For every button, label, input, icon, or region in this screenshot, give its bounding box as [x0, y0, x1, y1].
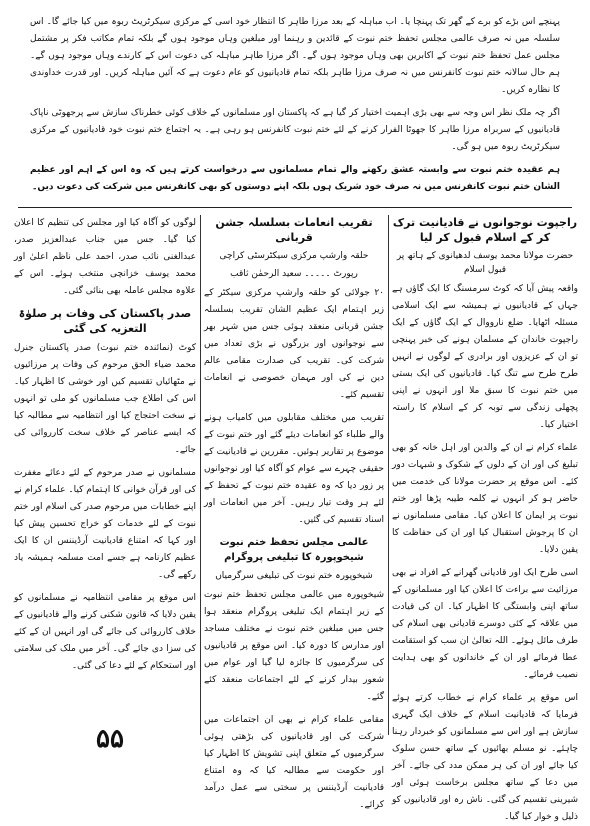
- middle-article-2: [204, 535, 384, 814]
- middle-article-1-heading: تقریب انعامات بسلسلہ جشن قربانی: [215, 216, 373, 244]
- right-column: [392, 215, 578, 822]
- middle-article-1: [204, 215, 384, 529]
- column-divider-left: [200, 215, 201, 735]
- middle-article-1-paragraph-1: ۲۰ جولائی کو حلقہ وارشپ مرکزی سیکٹر کے زیر اہتمام ایک عظیم الشان تقریب بسلسلہ جشن قربانی منعقد ہوئی جس میں شہر بھر سے نوجوانوں اور بزرگوں نے بڑی تعداد میں شرکت کی۔ تقریب کی صدارت مقامی عالم دین نے کی اور مہمان خصوصی نے انعامات تقسیم کئے۔: [204, 288, 384, 400]
- left-paragraph-2: مسلمانوں نے صدر مرحوم کے لئے دعائے مغفرت کی اور قرآن خوانی کا اہتمام کیا۔ علماء کرام نے اپنے خطابات میں مرحوم صدر کی اسلام اور ختم نبوت کے لئے خدمات کو خراج تحسین پیش کیا اور کہا کہ امتناع قادیانیت آرڈیننس ان کا ایک عظیم کارنامہ ہے جسے امت مسلمہ ہمیشہ یاد رکھے گی۔: [14, 468, 196, 580]
- left-intro-paragraph: لوگوں کو آگاہ کیا اور مجلس کی تنظیم کا اعلان کیا گیا۔ جس میں جناب عبدالعزیز صدر، عبدالغنی نائب صدر، احمد علی ناظم اعلیٰ اور محمد یوسف خزانچی منتخب ہوئے۔ اس کے علاوہ مجلس عاملہ بھی بنائی گئی۔: [14, 218, 196, 296]
- top-article: [30, 14, 560, 202]
- left-column-heading: صدر پاکستان کی وفات پر صلوٰۃ التعزیہ کی گئی: [18, 307, 192, 335]
- page-number: ۵۵: [96, 724, 124, 754]
- right-paragraph-3: اسی طرح ایک اور قادیانی گھرانے کے افراد نے بھی مرزائیت سے براءت کا اعلان کیا اور مسلمانوں کے ساتھ اپنی وابستگی کا اظہار کیا۔ ان کی قیادت میں علاقہ کے کئی دوسرے قادیانی بھی اسلام کی طرف مائل ہوئے۔ اللہ تعالیٰ ان سب کو استقامت عطا فرمائے اور ان کے خاندانوں کو بھی ہدایت نصیب فرمائے۔: [392, 568, 578, 680]
- middle-article-1-subheading: حلقہ وارشپ مرکزی سیکٹرسٹی کراچی: [219, 251, 369, 261]
- left-paragraph-1: کوٹ (نمائندہ ختم نبوت) صدر پاکستان جنرل محمد ضیاء الحق مرحوم کی وفات پر مرزائیوں نے مٹھائیاں تقسیم کیں اور خوشی کا اظہار کیا۔ اس کی اطلاع جب مسلمانوں کو ملی تو انہوں نے سخت احتجاج کیا اور انتظامیہ سے مطالبہ کیا کہ ایسے عناصر کے خلاف سخت کارروائی کی جائے۔: [14, 343, 196, 455]
- top-paragraph-1: پہنچے اس بڑے کو برے کے گھر تک پہنچا یا۔ اب مباہلہ کے بعد مرزا طاہر کا انتظار خود اسی کے مرکزی سیکرٹریٹ ربوہ میں کیا جائے گا۔ اس سلسلہ میں نہ صرف عالمی مجلس تحفظ ختم نبوت کے قائدین و رہنما اور مبلغین وہاں موجود ہوں گے بلکہ تمام مکاتب فکر پر مشتمل مجلس عمل تحفظ ختم نبوت کے اکابرین بھی وہاں موجود ہوں گے۔ اگر مرزا طاہر مباہلہ کی دعوت اس کے کارندے وہاں موجود ہوں گے۔ ہم حال سالانہ ختم نبوت کانفرنس میں نہ صرف مرزا طاہر بلکہ تمام قادیانیوں کو عام دعوت ہے کہ آئیں مباہلہ کریں۔ اور قدرت خداوندی کا نظارہ کریں۔: [30, 17, 560, 95]
- middle-article-1-paragraph-2: تقریب میں مختلف مقابلوں میں کامیاب ہونے والے طلباء کو انعامات دیئے گئے اور ختم نبوت کے موضوع پر تقاریر ہوئیں۔ مقررین نے قادیانیت کے حقیقی چہرے سے عوام کو آگاہ کیا اور نوجوانوں پر زور دیا کہ وہ عقیدہ ختم نبوت کے تحفظ کے لئے ہر وقت تیار رہیں۔ آخر میں انعامات اور اسناد تقسیم کی گئیں۔: [204, 413, 384, 525]
- right-paragraph-1: واقعہ پیش آیا کہ کوٹ سرمسنگ کا ایک گاؤں ہے جہاں کے قادیانیوں نے ہمیشہ سے ایک اسلامی مسئلہ اٹھایا۔ ضلع نارووال کے ایک گاؤں کے ایک راجپوت خاندان کے مسلمان ہونے کی خبر پہنچی تو ان کے عزیزوں اور برادری کے لوگوں نے انہیں طرح طرح سے تنگ کیا۔ قادیانیوں کی ایک بستی میں ختم نبوت کا سبق ملا اور انہوں نے اپنی پچھلی زندگی سے توبہ کر کے اسلام کا راستہ اختیار کیا۔: [392, 284, 578, 430]
- middle-article-2-paragraph-2: مقامی علماء کرام نے بھی ان اجتماعات میں شرکت کی اور قادیانیوں کی بڑھتی ہوئی سرگرمیوں کے متعلق اپنی تشویش کا اظہار کیا اور حکومت سے مطالبہ کیا کہ وہ امتناع قادیانیت آرڈیننس پر سختی سے عمل درآمد کرائے۔: [204, 715, 384, 810]
- top-paragraph-3: ہم عقیدہ ختم نبوت سے وابستہ عشق رکھنے والے تمام مسلمانوں سے درخواست کرتے ہیں کہ وہ اس کے اہم اور عظیم الشان ختم نبوت کانفرنس میں نہ صرف خود شریک ہوں بلکہ اپنے دوستوں کو بھی کانفرنس میں شرکت کی دعوت دیں۔: [30, 165, 560, 192]
- right-column-subheading: حضرت مولانا محمد یوسف لدھیانوی کے ہاتھ پر قبول اسلام: [396, 251, 574, 275]
- right-column-heading: راجپوت نوجوانوں نے قادیانیت ترک کر کے اسلام قبول کر لیا: [392, 216, 578, 244]
- horizontal-divider: [18, 207, 572, 208]
- column-divider-right: [388, 215, 389, 735]
- middle-article-1-byline: رپورٹ ۔۔۔۔۔ سعید الرحمٰن ثاقب: [230, 269, 358, 279]
- middle-article-2-heading: عالمی مجلس تحفظ ختم نبوت شیخوپورہ کا تبلیغی پروگرام: [219, 537, 369, 563]
- left-column: [14, 215, 196, 720]
- middle-article-2-paragraph-1: شیخوپورہ میں عالمی مجلس تحفظ ختم نبوت کے زیر اہتمام ایک تبلیغی پروگرام منعقد ہوا جس میں مبلغین ختم نبوت نے مختلف مساجد اور مدارس کا دورہ کیا۔ اس موقع پر قادیانیوں کی سرگرمیوں کا جائزہ لیا گیا اور عوام میں شعور بیدار کرنے کے لئے اجتماعات منعقد کئے گئے۔: [204, 590, 384, 702]
- right-paragraph-4: اس موقع پر علماء کرام نے خطاب کرتے ہوئے فرمایا کہ قادیانیت اسلام کے خلاف ایک گہری سازش ہے اور اس سے مسلمانوں کو خبردار رہنا چاہئے۔ نو مسلم بھائیوں کے ساتھ حسن سلوک کیا جائے اور ان کی ہر ممکن مدد کی جائے۔ آخر میں دعا کے ساتھ مجلس برخاست ہوئی اور شیرینی تقسیم کی گئی۔ ناش رہ اور قادیانیوں کو ذلیل و خوار کیا گیا۔: [392, 693, 578, 822]
- middle-article-2-subheading: شیخوپورہ ختم نبوت کی تبلیغی سرگرمیاں: [215, 571, 373, 581]
- right-paragraph-2: علماء کرام نے ان کے والدین اور اہل خانہ کو بھی تبلیغ کی اور ان کے دلوں کے شکوک و شبہات دور کئے۔ اس موقع پر حضرت مولانا کی خدمت میں حاضر ہو کر انہوں نے کلمہ طیبہ پڑھا اور ختم نبوت پر ایمان کا اعلان کیا۔ مقامی مسلمانوں نے ان کا پرجوش استقبال کیا اور ان کی حفاظت کا یقین دلایا۔: [392, 443, 578, 555]
- left-paragraph-3: اس موقع پر مقامی انتظامیہ نے مسلمانوں کو یقین دلایا کہ قانون شکنی کرنے والے قادیانیوں کے خلاف کارروائی کی جائے گی اور انہیں ان کے کئے کی سزا دی جائے گی۔ آخر میں ملک کی سلامتی اور استحکام کے لئے دعا کی گئی۔: [14, 593, 196, 671]
- middle-column: [204, 215, 384, 810]
- top-paragraph-2: اگر چہ ملک نظر اس وجہ سے بھی بڑی اہمیت اختیار کر گیا ہے کہ پاکستان اور مسلمانوں کے خلاف کوئی خطرناک سازش سے پرجھوٹی ناپاک قادیانیوں کے سربراہ مرزا طاہر کا جھوٹا الفرار کرنے کے لئے ختم نبوت کانفرنس ہو رہی ہے۔ یہ اجتماع ختم نبوت خود قادیانیوں کے مرکزی سیکرٹریٹ ربوہ میں ہو گی۔: [30, 108, 560, 152]
